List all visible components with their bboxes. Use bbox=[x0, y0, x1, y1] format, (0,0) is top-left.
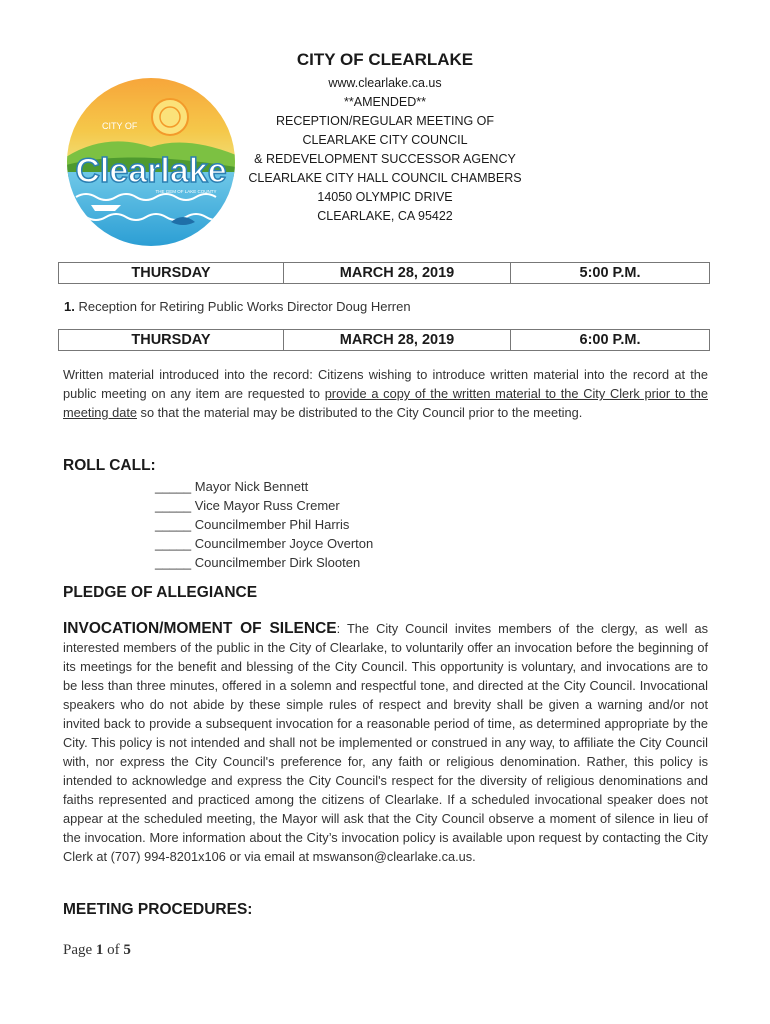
amended-notice: **AMENDED** bbox=[344, 95, 426, 109]
written-material-text: Written material introduced into the record: Citizens wishing to introduce written material into the record at the public meeting on any item are requested to bbox=[63, 367, 708, 401]
footer-page-word: Page bbox=[63, 942, 96, 958]
pledge-heading: PLEDGE OF ALLEGIANCE bbox=[63, 584, 258, 601]
invocation-text: : The City Council invites members of the clergy, as well as interested members of the public in the City of Clearlake, to voluntarily offer an invocation before the beginning of its meetings for the benefit and blessing of the City Council. This opportunity is voluntary, and invocations are to be less than three minutes, offered in a solemn and respectful tone, and directed at the City Council. Invocational speakers who do not abide by these simple rules of respect and brevity shall be given a warning and/or not invited back to provide a subsequent invocation for a reasonable period of time, as determined appropriate by the City. This policy is not intended and shall not be implemented or construed in any way, to affiliate the City Council with, nor express the City Council's preference for, any faith or religious denomination. Rather, this policy is intended to acknowledge and express the City Council's respect for the diversity of religious denominations and faiths represented and practiced among the citizens of Clearlake. If a scheduled invocational speaker does not appear at the scheduled meeting, the Mayor will ask that the City Council observe a moment of silence in lieu of the invocation. More information about the City’s invocation policy is available upon request by contacting the City Clerk at (707) 994-8201x106 or via email at mswanson@clearlake.ca.us. bbox=[63, 621, 708, 864]
website-link[interactable]: www.clearlake.ca.us bbox=[328, 76, 442, 90]
written-material-notice bbox=[63, 365, 708, 422]
roll-call-member: _____ Councilmember Phil Harris bbox=[155, 517, 350, 532]
logo-city-of: CITY OF bbox=[102, 121, 138, 131]
roll-call-list bbox=[155, 477, 373, 572]
page-footer bbox=[63, 942, 131, 959]
council-name: CLEARLAKE CITY COUNCIL bbox=[302, 133, 468, 147]
city-title: CITY OF CLEARLAKE bbox=[296, 50, 474, 69]
logo-tagline: THE GEM OF LAKE COUNTY bbox=[155, 189, 217, 194]
written-material-underlined: provide a copy of the written material to the City Clerk prior to the meeting date bbox=[63, 386, 708, 420]
footer-page-number: 1 bbox=[95, 942, 104, 958]
footer-of-word: of bbox=[103, 942, 124, 958]
roll-call-member: _____ Councilmember Joyce Overton bbox=[155, 536, 374, 551]
clearlake-logo-graphic bbox=[66, 77, 236, 247]
item-text: Reception for Retiring Public Works Director Doug Herren bbox=[74, 299, 411, 314]
agency-name: & REDEVELOPMENT SUCCESSOR AGENCY bbox=[254, 152, 516, 166]
meeting-day: THURSDAY bbox=[59, 330, 284, 350]
city-logo bbox=[66, 77, 236, 247]
reception-time: 5:00 P.M. bbox=[579, 265, 641, 281]
written-material-text-end: so that the material may be distributed to the City Council prior to the meeting. bbox=[137, 405, 583, 420]
meeting-time: 6:00 P.M. bbox=[579, 332, 641, 348]
meeting-date-row bbox=[58, 329, 710, 351]
roll-call-heading: ROLL CALL: bbox=[63, 457, 156, 474]
roll-call-member: _____ Councilmember Dirk Slooten bbox=[155, 555, 361, 570]
reception-date: MARCH 28, 2019 bbox=[284, 263, 511, 283]
reception-day: THURSDAY bbox=[59, 263, 284, 283]
city-state-zip: CLEARLAKE, CA 95422 bbox=[317, 209, 453, 223]
roll-call-member: _____ Vice Mayor Russ Cremer bbox=[155, 498, 340, 513]
item-number: 1. bbox=[64, 299, 75, 314]
meeting-type: RECEPTION/REGULAR MEETING OF bbox=[275, 114, 495, 128]
street-address: 14050 OLYMPIC DRIVE bbox=[317, 190, 453, 204]
meeting-date: MARCH 28, 2019 bbox=[284, 330, 511, 350]
agenda-item-1 bbox=[64, 299, 411, 314]
roll-call-member: _____ Mayor Nick Bennett bbox=[155, 479, 309, 494]
reception-date-row bbox=[58, 262, 710, 284]
footer-page-total: 5 bbox=[123, 942, 131, 958]
invocation-heading: INVOCATION/MOMENT OF SILENCE bbox=[63, 620, 337, 637]
meeting-procedures-heading: MEETING PROCEDURES: bbox=[63, 901, 253, 918]
invocation-section bbox=[63, 619, 708, 866]
logo-name: Clearlake bbox=[75, 152, 227, 190]
location-name: CLEARLAKE CITY HALL COUNCIL CHAMBERS bbox=[248, 171, 522, 185]
header-details bbox=[240, 74, 530, 226]
